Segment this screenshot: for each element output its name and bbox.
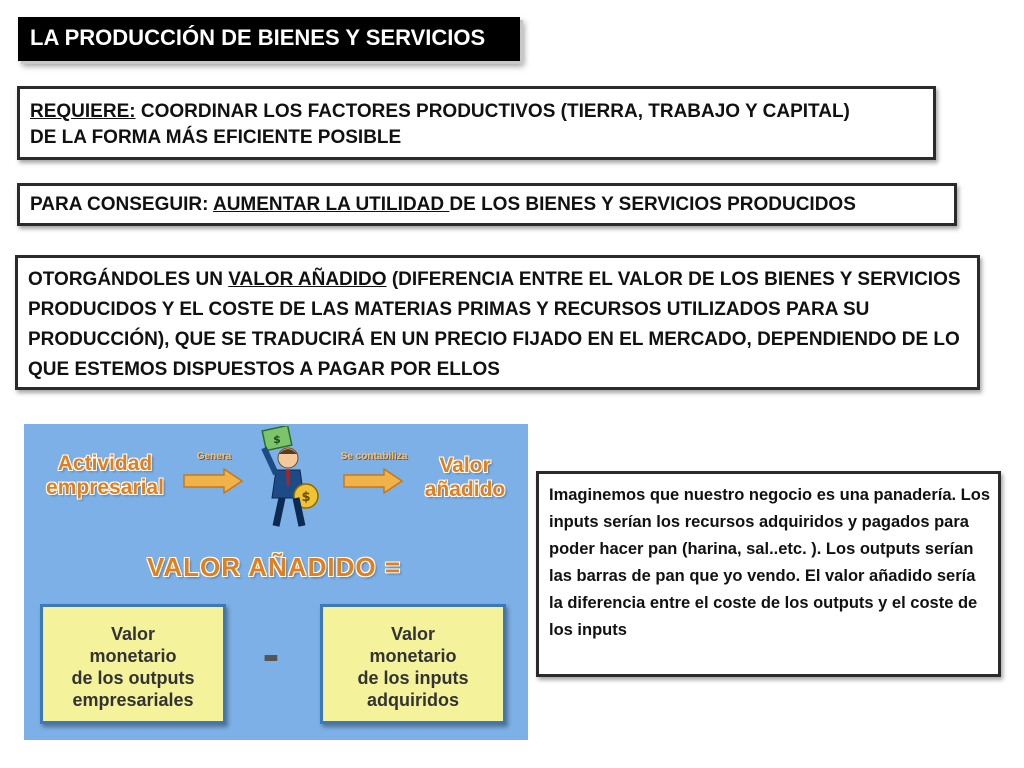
valor-anadido-label	[410, 454, 520, 502]
para-conseguir-label: PARA CONSEGUIR:	[30, 194, 213, 215]
svg-text:$: $	[273, 433, 281, 446]
bakery-explanation-box: Imaginemos que nuestro negocio es una panadería. Los inputs serían los recursos adquiridos y pagados para poder hacer pan (harina, sal..etc. ). Los outputs serían las barras de pan que yo vendo. El valor añadido sería la diferencia entre el coste de los outputs y el coste de los inputs	[536, 471, 1001, 677]
valor-anadido-definition: (DIFERENCIA ENTRE EL VALOR DE LOS BIENES Y SERVICIOS PRODUCIDOS Y EL COSTE DE LAS MATERIAS PRIMAS Y RECURSOS UTILIZADOS PARA SU PRODUCCIÓN), QUE SE TRADUCIRÁ EN UN PRECIO FIJADO EN EL MERCADO, DEPENDIENDO DE LO QUE ESTEMOS DISPUESTOS A PAGAR POR ELLOS	[28, 269, 961, 380]
genera-label: Genera	[196, 451, 232, 462]
outputs-line: de los outputs	[71, 668, 195, 688]
aumentar-utilidad-text: AUMENTAR LA UTILIDAD	[212, 194, 450, 215]
valor-anadido-box	[15, 255, 980, 390]
valor-anadido-diagram	[24, 424, 528, 740]
outputs-value-box	[40, 604, 226, 724]
inputs-line: monetario	[369, 646, 457, 666]
svg-text:$: $	[301, 490, 311, 505]
para-conseguir-rest: DE LOS BIENES Y SERVICIOS PRODUCIDOS	[449, 194, 856, 215]
actividad-line2: empresarial	[46, 476, 164, 499]
page-title: LA PRODUCCIÓN DE BIENES Y SERVICIOS	[18, 17, 520, 61]
requiere-box	[17, 86, 936, 160]
valor-anadido-term: VALOR AÑADIDO	[228, 269, 387, 290]
actividad-empresarial-label	[30, 452, 180, 500]
outputs-line: monetario	[89, 646, 177, 666]
requiere-text-line2: DE LA FORMA MÁS EFICIENTE POSIBLE	[30, 127, 402, 148]
requiere-label: REQUIERE:	[30, 101, 136, 122]
inputs-line: de los inputs	[357, 668, 469, 688]
outputs-line: empresariales	[72, 690, 194, 710]
se-contabiliza-label: Se contabiliza	[340, 451, 408, 462]
para-conseguir-box	[17, 183, 957, 226]
actividad-line1: Actividad	[57, 452, 153, 475]
inputs-line: Valor	[390, 624, 436, 644]
outputs-line: Valor	[110, 624, 156, 644]
minus-sign: -	[262, 626, 280, 682]
arrow-right-icon	[182, 468, 244, 494]
arrow-right-icon	[342, 468, 404, 494]
otorgandoles-label: OTORGÁNDOLES UN	[28, 269, 229, 290]
equation-heading: VALOR AÑADIDO =	[146, 552, 402, 582]
inputs-value-box	[320, 604, 506, 724]
businessman-with-money-icon	[242, 426, 334, 536]
requiere-text-line1: COORDINAR LOS FACTORES PRODUCTIVOS (TIERRA, TRABAJO Y CAPITAL)	[135, 101, 850, 122]
valor-line1: Valor	[439, 454, 491, 477]
valor-line2: añadido	[424, 478, 506, 501]
inputs-line: adquiridos	[366, 690, 459, 710]
